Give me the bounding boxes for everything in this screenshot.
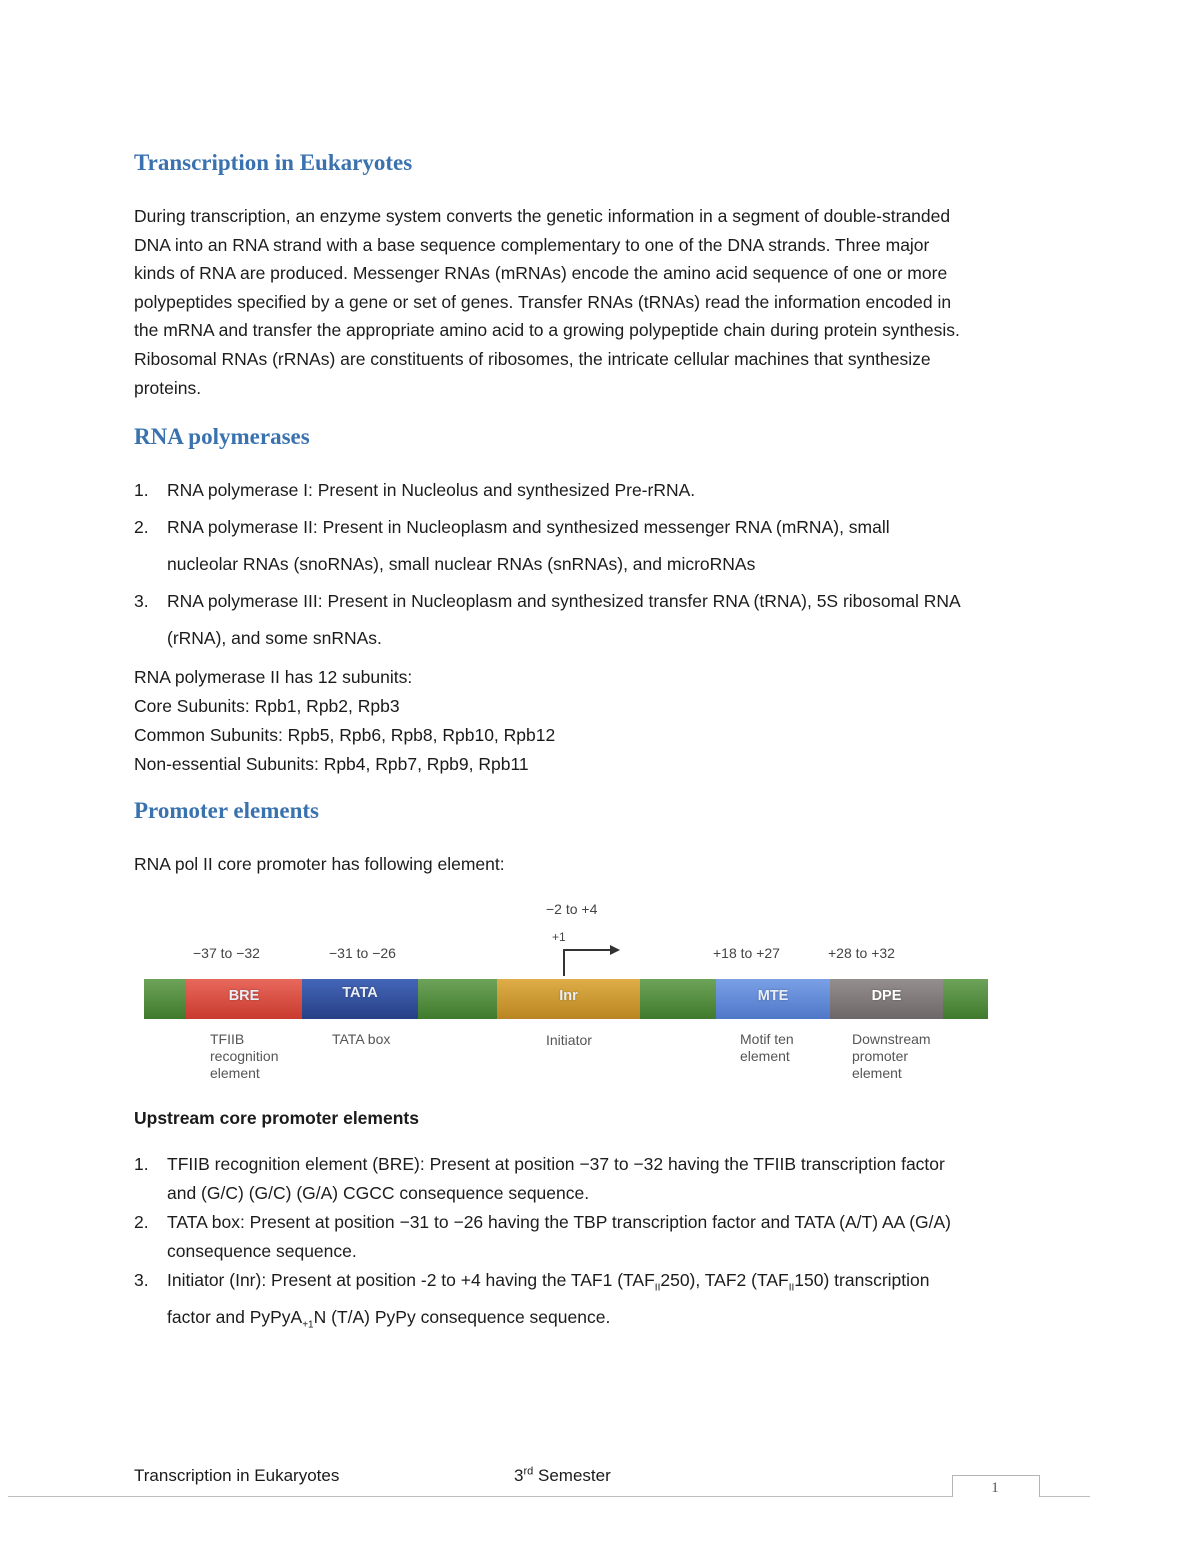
- bre-label: BRE: [228, 988, 260, 1004]
- subunit-line: Core Subunits: Rpb1, Rpb2, Rpb3: [134, 696, 400, 716]
- subunit-line: RNA polymerase II has 12 subunits:: [134, 667, 413, 687]
- list-text: TATA box: Present at position −31 to −26 having the TBP transcription factor and TATA (A/T) AA (G/A) consequence sequence.: [167, 1212, 952, 1261]
- list-number: 1.: [134, 1154, 149, 1174]
- description-line: TATA box: [332, 1031, 391, 1047]
- list-text: RNA polymerase I: Present in Nucleolus and synthesized Pre-rRNA.: [167, 480, 696, 500]
- text-run: Initiator (Inr): Present at position -2 to +4 having the TAF1 (TAF: [167, 1270, 655, 1290]
- list-text: RNA polymerase II: Present in Nucleoplasm and synthesized messenger RNA (mRNA), small nucleolar RNAs (snoRNAs), small nuclear RNAs (snRNAs), and microRNAs: [167, 517, 890, 574]
- upstream-elements-heading: Upstream core promoter elements: [134, 1108, 419, 1128]
- dpe-description: [852, 1031, 931, 1082]
- list-text: RNA polymerase III: Present in Nucleoplasm and synthesized transfer RNA (tRNA), 5S ribosomal RNA (rRNA), and some snRNAs.: [167, 591, 960, 648]
- start-site-label: +1: [552, 930, 566, 944]
- footer-divider: [8, 1496, 1090, 1497]
- footer-semester: [514, 1466, 611, 1486]
- list-number: 1.: [134, 480, 149, 500]
- description-line: element: [852, 1065, 902, 1081]
- list-number: 2.: [134, 517, 149, 537]
- description-line: element: [210, 1065, 260, 1081]
- semester-number: 3: [514, 1466, 524, 1485]
- page-title: Transcription in Eukaryotes: [134, 150, 413, 175]
- subscript: II: [788, 1282, 795, 1294]
- tata-label: TATA: [342, 985, 378, 1001]
- inr-description: [546, 1032, 592, 1049]
- description-line: Motif ten: [740, 1031, 794, 1047]
- dpe-label: DPE: [871, 988, 902, 1004]
- intro-paragraph: During transcription, an enzyme system converts the genetic information in a segment of double-stranded DNA into an RNA strand with a base sequence complementary to one of the DNA strands. Three major kinds of RNA are produced. Messenger RNAs (mRNAs) encode the amino acid sequence of one or more polypeptides specified by a gene or set of genes. Transfer RNAs (tRNAs) read the information encoded in the mRNA and transfer the appropriate amino acid to a growing polypeptide chain during protein synthesis. Ribosomal RNAs (rRNAs) are constituents of ribosomes, the intricate cellular machines that synthesize proteins.: [134, 206, 960, 398]
- transcription-start-arrow-icon: [556, 938, 626, 978]
- bre-position-label: −37 to −32: [193, 945, 260, 961]
- text-run: 250), TAF2 (TAF: [660, 1270, 789, 1290]
- list-item: [134, 1150, 964, 1208]
- upstream-element-list: [134, 1150, 964, 1339]
- bre-description: [210, 1031, 279, 1082]
- tata-position-label: −31 to −26: [329, 945, 396, 961]
- list-item: [134, 583, 964, 657]
- list-text: [167, 1270, 930, 1330]
- list-item: [134, 472, 964, 509]
- promoter-intro: RNA pol II core promoter has following element:: [134, 854, 505, 874]
- list-item: [134, 509, 964, 583]
- inr-position-label: −2 to +4: [546, 901, 598, 917]
- page-number: 1: [991, 1480, 999, 1496]
- subscript: II: [654, 1282, 661, 1294]
- list-text: TFIIB recognition element (BRE): Present at position −37 to −32 having the TFIIB transcription factor and (G/C) (G/C) (G/A) CGCC consequence sequence.: [167, 1154, 945, 1203]
- mte-position-label: +18 to +27: [713, 945, 780, 961]
- subunit-list: [134, 663, 555, 779]
- mte-label: MTE: [757, 988, 789, 1004]
- polymerase-list: [134, 472, 964, 657]
- list-number: 3.: [134, 1270, 149, 1290]
- mte-description: [740, 1031, 794, 1065]
- inr-label: Inr: [559, 988, 578, 1004]
- rna-polymerases-heading: RNA polymerases: [134, 424, 310, 449]
- list-number: 3.: [134, 591, 149, 611]
- text-run: N (T/A) PyPy consequence sequence.: [313, 1306, 611, 1327]
- semester-suffix: rd: [523, 1465, 534, 1478]
- description-line: Initiator: [546, 1032, 592, 1048]
- list-item: [134, 1266, 964, 1339]
- description-line: element: [740, 1048, 790, 1064]
- subunit-line: Common Subunits: Rpb5, Rpb6, Rpb8, Rpb10, Rpb12: [134, 725, 556, 745]
- footer-title: Transcription in Eukaryotes: [134, 1466, 340, 1485]
- description-line: promoter: [852, 1048, 909, 1064]
- description-line: TFIIB: [210, 1031, 245, 1047]
- promoter-elements-heading: Promoter elements: [134, 798, 319, 823]
- dpe-position-label: +28 to +32: [828, 945, 895, 961]
- text-run: 150) transcription factor and PyPyA: [167, 1270, 930, 1327]
- tata-description: [332, 1031, 390, 1048]
- description-line: recognition: [210, 1048, 279, 1064]
- description-line: Downstream: [852, 1031, 931, 1047]
- list-number: 2.: [134, 1212, 149, 1232]
- semester-word: Semester: [537, 1466, 611, 1485]
- list-item: [134, 1208, 964, 1266]
- subunit-line: Non-essential Subunits: Rpb4, Rpb7, Rpb9, Rpb11: [134, 754, 529, 774]
- subscript: +1: [302, 1319, 314, 1330]
